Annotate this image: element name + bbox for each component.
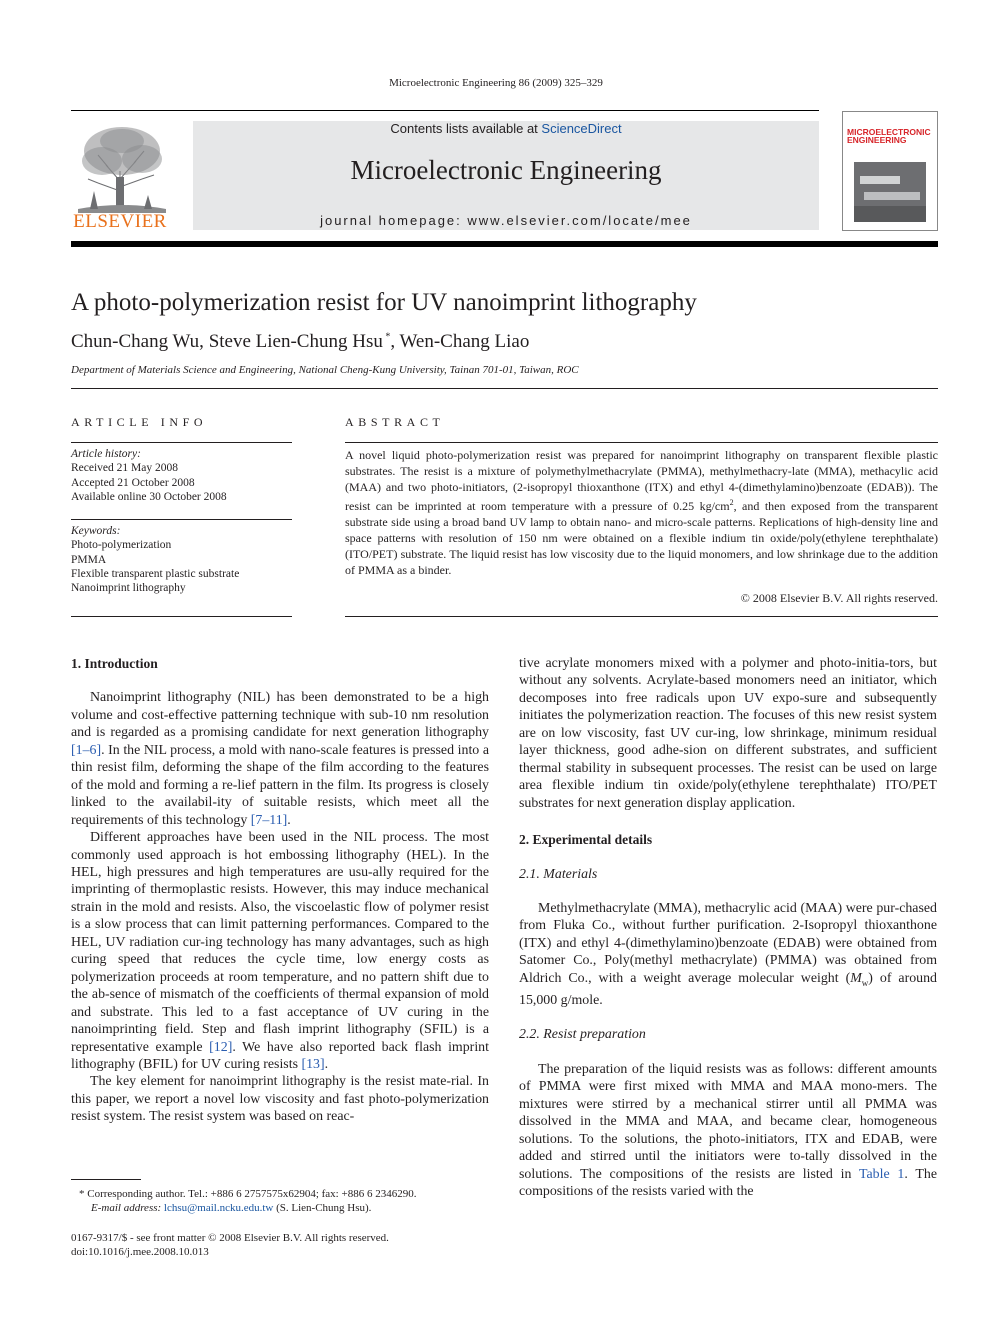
keywords-label: Keywords: xyxy=(71,525,121,537)
text: . The compositions of the resists varied with the xyxy=(519,1166,937,1200)
footnote-rule xyxy=(71,1179,141,1180)
corresponding-mark[interactable]: * xyxy=(382,331,391,343)
running-head: Microelectronic Engineering 86 (2009) 325–329 xyxy=(389,77,603,89)
cover-image-icon xyxy=(854,162,926,222)
footnote xyxy=(71,1187,489,1215)
abstract-bottom-rule xyxy=(345,616,938,617)
text: Nanoimprint lithography (NIL) has been demonstrated to be a high volume and cost-effective patterning technique with sub-10 nm resolution and is regarded as a promising candidate for next generation lithography xyxy=(71,690,489,741)
affiliation-rule xyxy=(71,388,938,389)
text: Methylmethacrylate (MMA), methacrylic acid (MAA) were pur-chased from Fluka Co., without further purification. 2-Isopropyl thioxanthone (ITX) and ethyl 4-(dimethylamino)benzoate (EDAB) were obtained from Satomer Co., Poly(methyl methacrylate) (PMMA) was obtained from Aldrich Co., with a weight average molecular weight ( xyxy=(519,900,937,986)
text: . In the NIL process, a mold with nano-scale features is pressed into a thin resist film, deforming the shape of the film according to the features of the mold and forming a re-lief pattern in the film. Its progress is closely linked to the availabil-ity of suitable resists, which meet all the requirements of this technology xyxy=(71,742,489,828)
table-link[interactable]: Table 1 xyxy=(859,1166,905,1182)
homepage-prefix: journal homepage: xyxy=(320,213,468,228)
cover-title: MICROELECTRONIC ENGINEERING xyxy=(847,127,931,145)
email-label: E-mail address: xyxy=(91,1202,164,1214)
abstract-superscript: 2 xyxy=(729,498,734,507)
keywords-block xyxy=(71,524,292,595)
subscript: w xyxy=(861,977,869,988)
author-1[interactable]: Chun-Chang Wu, xyxy=(71,331,209,352)
section-heading-introduction: 1. Introduction xyxy=(71,656,158,671)
abstract-part: A novel liquid photo-polymerization resist was prepared for nanoimprint lithography on transparent flexible plastic substrates. The resist is a mixture of polymethylmethacrylate (PMMA), methylmethacry-late (MMA), methacylic acid (MAA) and two photo-initiators, (2-isopropyl thioxanthone (ITX) and ethyl 4-(dimethylamino)benzoate (EDAB)). The resist can be imprinted at room temperature with a pressure of 0.25 kg/cm xyxy=(345,448,938,513)
paragraph xyxy=(519,1061,937,1201)
abstract-heading: ABSTRACT xyxy=(345,415,445,429)
article-title: A photo-polymerization resist for UV nanoimprint lithography xyxy=(71,289,697,316)
article-info-heading: ARTICLE INFO xyxy=(71,415,208,429)
author-2[interactable]: Steve Lien-Chung Hsu xyxy=(208,331,383,352)
text: Different approaches have been used in the NIL process. The most commonly used approach is hot embossing lithography (HEL). In the HEL, high pressures and high temperatures are usu-ally required for the imprinting of thermoplastic resists. However, this may induce mechanical strain in the mold and resists. Also, the viscoelastic flow of polymer resist is a slow process that can limit patterning performances. Compared to the HEL, UV radiation cur-ing technology has many advantages, such as high curing speed that reduces the cycle time, low energy costs as polymerization proceeds at room temperature, and no pattern shift due to the ab-sence of mismatch of the coefficients of thermal expansion of mold and substrate. This led to a fast acceptance of UV curing in the nanoimprinting field. Step and flash imprint lithography (SFIL) is a representative example xyxy=(71,830,489,1055)
paragraph xyxy=(519,900,937,1010)
journal-homepage xyxy=(193,213,819,228)
keyword: Nanoimprint lithography xyxy=(71,582,186,595)
abstract-rule xyxy=(345,442,938,443)
elsevier-wordmark: ELSEVIER xyxy=(73,211,167,232)
email-link[interactable]: lchsu@mail.ncku.edu.tw xyxy=(163,1202,274,1214)
text: . We have also reported back flash imprint lithography (BFIL) for UV curing resists xyxy=(71,1039,489,1072)
footer-doi[interactable]: doi:10.1016/j.mee.2008.10.013 xyxy=(71,1246,209,1258)
text: . xyxy=(287,812,291,828)
citation-link[interactable]: [7–11] xyxy=(250,812,288,828)
contents-line xyxy=(193,121,819,136)
footnote-text: Corresponding author. Tel.: +886 6 2757575x62904; fax: +886 6 2346290. xyxy=(84,1188,417,1200)
sciencedirect-link[interactable]: ScienceDirect xyxy=(541,121,622,136)
history-rule xyxy=(71,519,292,520)
online-date: Available online 30 October 2008 xyxy=(71,490,227,503)
contents-prefix: Contents lists available at xyxy=(390,121,542,136)
symbol: M xyxy=(850,970,862,986)
header-rule xyxy=(71,110,819,111)
keyword: Flexible transparent plastic substrate xyxy=(71,567,240,580)
paragraph: The key element for nanoimprint lithography is the resist mate-rial. In this paper, we report a novel low viscosity and fast photo-polymerization resist system. The resist system was based on reac- xyxy=(71,1074,489,1125)
email-owner: (S. Lien-Chung Hsu). xyxy=(273,1202,372,1214)
keyword: PMMA xyxy=(71,553,107,566)
citation-link[interactable]: [12] xyxy=(209,1039,233,1055)
accepted-date: Accepted 21 October 2008 xyxy=(71,476,195,489)
abstract-part: , and then exposed from the transparent substrate side using a broad band UV lamp to obtain nano- and micro-scale patterns. Replications of high-density line and space patterns with resolution of 150 nm were obtained on a flexible indium tin oxide/poly(ethylene terephthalate) (ITO/PET) substrate. The liquid resist has low viscosity due to the liquid monomers, and low shrinkage due to the addition of PMMA as a binder. xyxy=(345,499,938,577)
citation-link[interactable]: [1–6] xyxy=(71,742,102,758)
keyword: Photo-polymerization xyxy=(71,539,172,552)
paragraph xyxy=(71,689,489,829)
footer-issn: 0167-9317/$ - see front matter © 2008 Elsevier B.V. All rights reserved. xyxy=(71,1232,389,1244)
journal-cover-thumbnail xyxy=(842,111,938,231)
received-date: Received 21 May 2008 xyxy=(71,462,178,475)
text: ) of around 15,000 g/mole. xyxy=(519,970,937,1009)
authors xyxy=(71,331,931,353)
article-info-rule xyxy=(71,442,292,443)
text: The preparation of the liquid resists was as follows: different amounts of PMMA were first mixed with MMA and MAA mono-mers. The mixtures were stirred by a mechanical stirrer until all PMMA was dissolved in the MMA and MAA, and became clear, homogeneous solutions. To the solutions, the photo-initiators, ITX and EDAB, were added and stirred until the initiators were to-tally dissolved in the solutions. The compositions of the resists are listed in xyxy=(519,1061,937,1182)
homepage-link[interactable]: www.elsevier.com/locate/mee xyxy=(467,213,692,228)
text: . xyxy=(324,1056,329,1072)
journal-name: Microelectronic Engineering xyxy=(350,155,662,185)
subsection-heading-resist-preparation: 2.2. Resist preparation xyxy=(519,1027,646,1043)
affiliation: Department of Materials Science and Engineering, National Cheng-Kung University, Tainan 701-01, Taiwan, ROC xyxy=(71,364,579,376)
author-3[interactable]: , Wen-Chang Liao xyxy=(390,331,530,352)
abstract-text xyxy=(345,447,938,578)
section-heading-experimental: 2. Experimental details xyxy=(519,832,653,848)
abstract-copyright: © 2008 Elsevier B.V. All rights reserved. xyxy=(740,591,938,605)
header-thick-rule xyxy=(71,241,938,247)
paragraph xyxy=(71,829,489,1073)
keywords-rule xyxy=(71,616,292,617)
body-column-left xyxy=(71,655,489,1126)
paragraph: tive acrylate monomers mixed with a polymer and photo-initia-tors, but without any solvents. Acrylate-based monomers need an initiator, which decomposes into free radicals upon UV expo-sure and subsequently initiates the polymerization reaction. The focuses of this new resist system are on low viscosity, fast UV cur-ing, low shrinkage, minimum residual layer thickness, good adhe-sion on different substrates, and sufficient thermal stability in subsequent processes. The resist can be used on large area flexible indium tin oxide/poly(ethylene terephthalate) ITO/PET substrates for next generation display application. xyxy=(519,656,937,811)
footnote-mark: * xyxy=(79,1188,85,1200)
footer xyxy=(71,1231,489,1259)
body-column-right xyxy=(519,655,937,1201)
history-label: Article history: xyxy=(71,448,141,460)
subsection-heading-materials: 2.1. Materials xyxy=(519,866,598,882)
citation-link[interactable]: [13] xyxy=(301,1056,325,1072)
article-history xyxy=(71,447,292,504)
